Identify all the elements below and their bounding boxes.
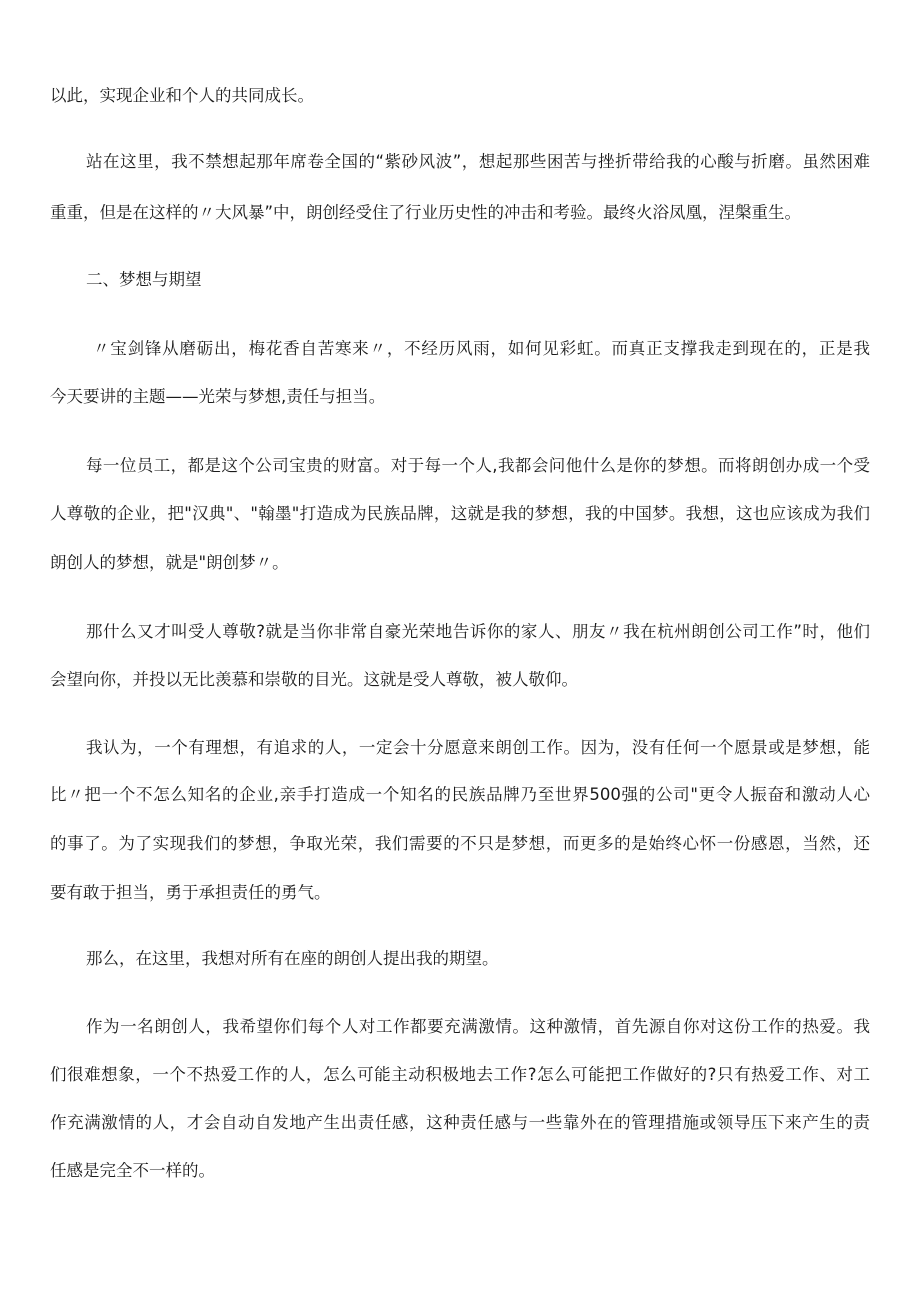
paragraph-line: 比〃把一个不怎么知名的企业,亲手打造成一个知名的民族品牌乃至世界500强的公司"更令人振奋和激动人心 (50, 785, 870, 804)
paragraph-line: 那什么又才叫受人尊敬?就是当你非常自豪光荣地告诉你的家人、朋友〃我在杭州朗创公司工作”时，他们 (86, 622, 870, 641)
section-heading: 二、梦想与期望 (86, 270, 202, 289)
paragraph-line: 每一位员工，都是这个公司宝贵的财富。对于每一个人,我都会问他什么是你的梦想。而将朗创办成一个受 (86, 456, 870, 475)
paragraph-line: 〃宝剑锋从磨砺出，梅花香自苦寒来〃，不经历风雨，如何见彩虹。而真正支撑我走到现在的，正是我 (93, 339, 870, 358)
paragraph-line: 作充满激情的人，才会自动自发地产生出责任感，这种责任感与一些靠外在的管理措施或领导压下来产生的责 (50, 1113, 870, 1132)
paragraph-line: 重重，但是在这样的〃大风暴”中，朗创经受住了行业历史性的冲击和考验。最终火浴凤凰，涅槃重生。 (50, 203, 802, 222)
paragraph-line: 今天要讲的主题——光荣与梦想,责任与担当。 (50, 387, 386, 406)
paragraph-line: 以此，实现企业和个人的共同成长。 (50, 86, 314, 105)
paragraph-line: 朗创人的梦想，就是"朗创梦〃。 (50, 553, 289, 572)
paragraph-line: 那么，在这里，我想对所有在座的朗创人提出我的期望。 (86, 949, 499, 968)
paragraph-line: 我认为，一个有理想，有追求的人，一定会十分愿意来朗创工作。因为，没有任何一个愿景或是梦想，能 (86, 738, 870, 757)
paragraph-line: 会望向你，并投以无比羡慕和崇敬的目光。这就是受人尊敬，被人敬仰。 (50, 670, 578, 689)
paragraph-line: 作为一名朗创人，我希望你们每个人对工作都要充满激情。这种激情，首先源自你对这份工作的热爱。我 (86, 1017, 870, 1036)
paragraph-line: 的事了。为了实现我们的梦想，争取光荣，我们需要的不只是梦想，而更多的是始终心怀一份感恩，当然，还 (50, 834, 870, 853)
paragraph-line: 人尊敬的企业，把"汉典"、"翰墨"打造成为民族品牌，这就是我的梦想，我的中国梦。我想，这也应该成为我们 (50, 504, 870, 523)
paragraph-line: 要有敢于担当，勇于承担责任的勇气。 (50, 883, 331, 902)
paragraph-line: 任感是完全不一样的。 (50, 1161, 215, 1180)
paragraph-line: 们很难想象，一个不热爱工作的人，怎么可能主动积极地去工作?怎么可能把工作做好的?只有热爱工作、对工 (50, 1065, 870, 1084)
paragraph-line: 站在这里，我不禁想起那年席卷全国的“紫砂风波”，想起那些困苦与挫折带给我的心酸与折磨。虽然困难 (86, 152, 870, 171)
